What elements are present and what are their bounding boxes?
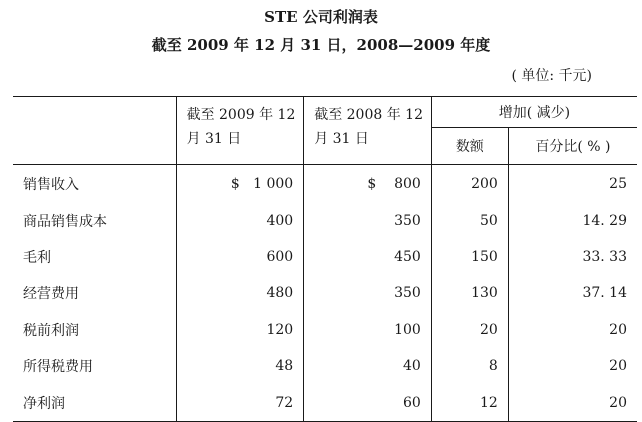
value-2008: 100: [304, 312, 432, 348]
change-percent: 37. 14: [508, 275, 637, 311]
value-2008: $ 800: [304, 165, 432, 203]
value-2009: 48: [176, 348, 304, 384]
row-label: 销售收入: [23, 177, 79, 194]
value-2009: $ 1 000: [176, 165, 304, 203]
change-amount: 130: [431, 275, 508, 311]
income-statement-table: [13, 96, 637, 422]
change-amount: 150: [431, 239, 508, 275]
change-percent: 20: [508, 312, 637, 348]
row-label: 商品销售成本: [23, 213, 107, 230]
table-row: [13, 312, 637, 348]
change-amount: 20: [431, 312, 508, 348]
row-label: 所得税费用: [23, 359, 93, 376]
header-2008: 截至 2008 年 12 月 31 日: [304, 97, 432, 165]
header-2009: 截至 2009 年 12 月 31 日: [176, 97, 304, 165]
table-row: [13, 348, 637, 384]
unit-note: ( 单位: 千元): [511, 68, 592, 84]
change-percent: 20: [508, 348, 637, 384]
change-amount: 12: [431, 384, 508, 421]
value-2008: 40: [304, 348, 432, 384]
change-percent: 20: [508, 384, 637, 421]
change-percent: 14. 29: [508, 202, 637, 238]
value-2009: 400: [176, 202, 304, 238]
row-label: 经营费用: [23, 286, 79, 303]
header-percent: 百分比( % ): [508, 128, 637, 165]
value-2008: 60: [304, 384, 432, 421]
document-title: STE 公司利润表: [264, 8, 378, 26]
row-label: 毛利: [23, 249, 51, 266]
change-amount: 200: [431, 165, 508, 203]
table-row: [13, 275, 637, 311]
value-2009: 72: [176, 384, 304, 421]
value-2009: 120: [176, 312, 304, 348]
value-2008: 350: [304, 202, 432, 238]
change-percent: 33. 33: [508, 239, 637, 275]
table-row: [13, 202, 637, 238]
change-amount: 8: [431, 348, 508, 384]
row-label: 净利润: [23, 395, 65, 412]
item-column-header: [13, 97, 176, 165]
header-change-group: 增加( 减少): [431, 97, 637, 128]
document-subtitle: 截至 2009 年 12 月 31 日，2008—2009 年度: [151, 36, 491, 54]
value-2008: 350: [304, 275, 432, 311]
table-row: [13, 239, 637, 275]
table-row: [13, 165, 637, 203]
header-amount: 数额: [431, 128, 508, 165]
value-2009: 480: [176, 275, 304, 311]
change-amount: 50: [431, 202, 508, 238]
row-label: 税前利润: [23, 322, 79, 339]
value-2008: 450: [304, 239, 432, 275]
table-row: [13, 384, 637, 421]
change-percent: 25: [508, 165, 637, 203]
value-2009: 600: [176, 239, 304, 275]
